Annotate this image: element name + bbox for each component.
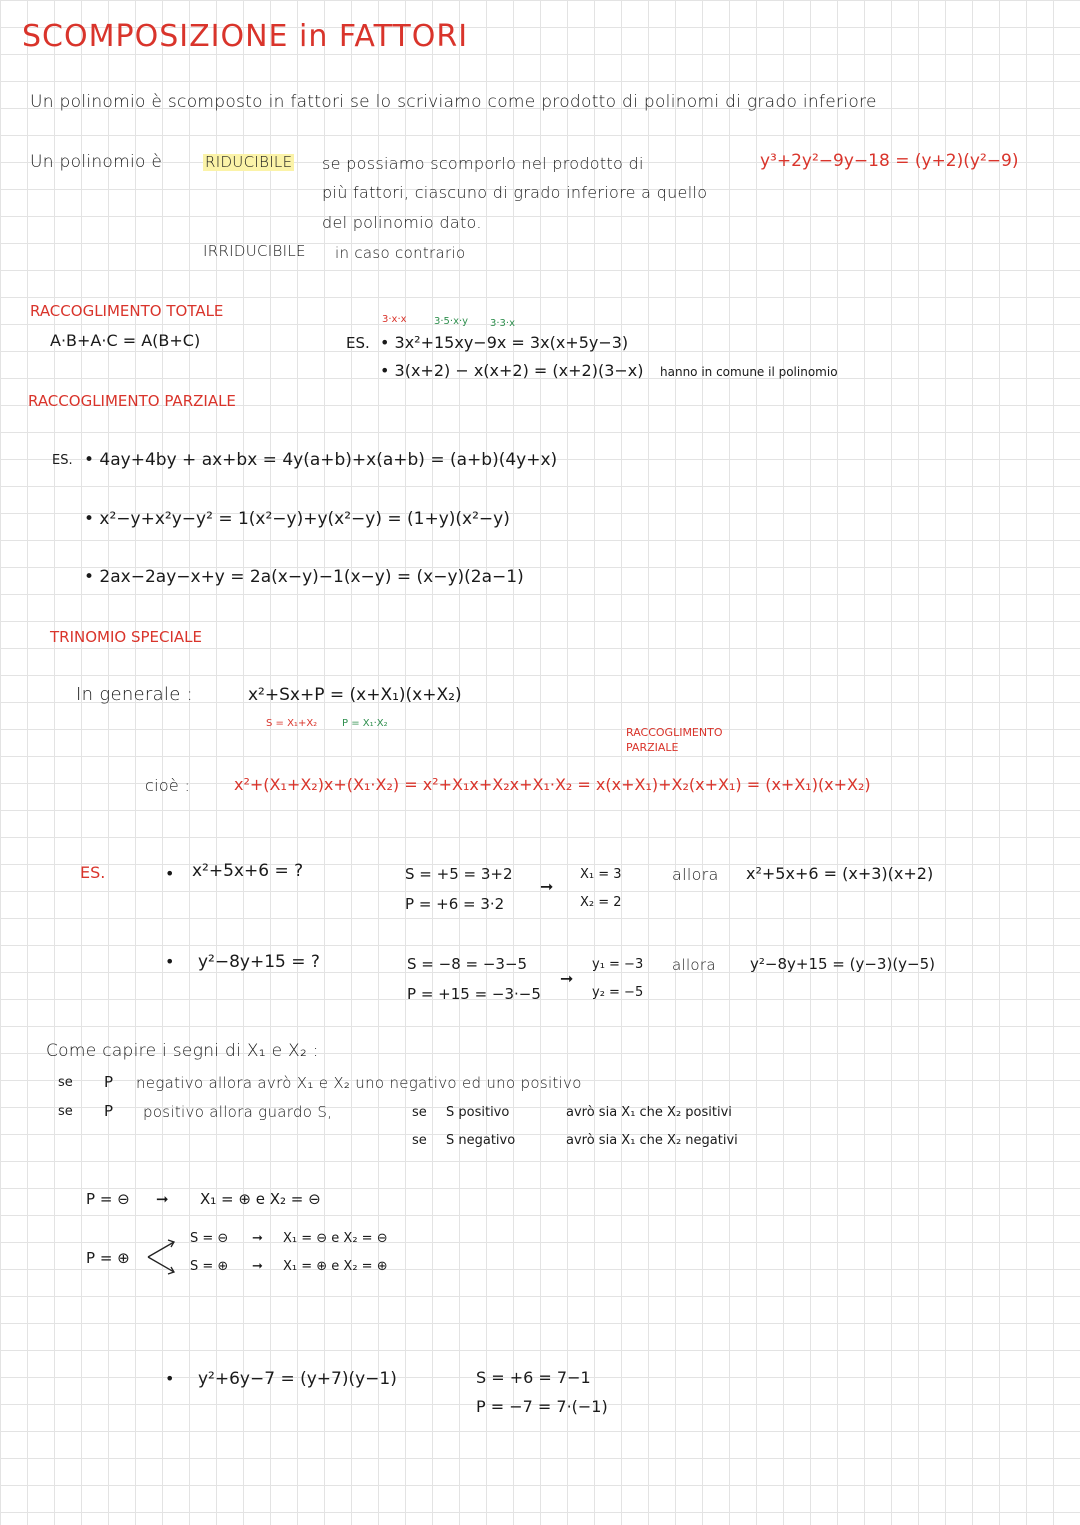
arrow-icon: ➞	[156, 1190, 169, 1208]
es-label-examples: ES.	[80, 863, 106, 882]
arrow-icon: ➞	[252, 1231, 263, 1246]
segni-p-1: P	[104, 1073, 114, 1091]
diagram-2-top: S = ⊖	[190, 1231, 229, 1246]
diagram-2-top-result: X₁ = ⊖ e X₂ = ⊖	[283, 1231, 388, 1246]
segni-se-1: se	[58, 1075, 73, 1090]
definition-line: Un polinomio è scomposto in fattori se lo scriviamo come prodotto di polinomi di grado inferiore	[30, 92, 877, 112]
riducibile-example: y³+2y²−9y−18 = (y+2)(y²−9)	[760, 151, 1019, 171]
segni-rule-2: positivo allora guardo S,	[143, 1103, 333, 1121]
annotation-2: 3·5·x·y	[434, 316, 469, 327]
segni-rule-1: negativo allora avrò X₁ e X₂ uno negativo ed uno positivo	[136, 1074, 582, 1092]
example-1-allora: allora	[672, 865, 719, 884]
example-1-result: x²+5x+6 = (x+3)(x+2)	[746, 864, 934, 883]
example-2-y2: y₂ = −5	[592, 985, 644, 1000]
diagram-1-right: X₁ = ⊕ e X₂ = ⊖	[200, 1190, 321, 1208]
irriducibile-term: IRRIDUCIBILE	[203, 242, 306, 260]
totale-example-2: • 3(x+2) − x(x+2) = (x+2)(3−x)	[380, 361, 644, 380]
irriducibile-text: in caso contrario	[335, 244, 466, 262]
es-label-parziale: ES.	[52, 453, 73, 468]
trinomio-formula: x²+Sx+P = (x+X₁)(x+X₂)	[248, 685, 462, 705]
parziale-example-1: • 4ay+4by + ax+bx = 4y(a+b)+x(a+b) = (a+b)(4y+x)	[84, 450, 558, 470]
example-2-s: S = −8 = −3−5	[407, 955, 528, 973]
riducibile-text-2: più fattori, ciascuno di grado inferiore a quello	[322, 183, 708, 202]
annotation-3: 3·3·x	[490, 318, 515, 329]
diagram-2-left: P = ⊕	[86, 1249, 130, 1267]
segni-heading: Come capire i segni di X₁ e X₂ :	[46, 1041, 319, 1061]
raccoglimento-totale-formula: A·B+A·C = A(B+C)	[50, 331, 201, 350]
segni-p-2: P	[104, 1102, 114, 1120]
example-2-y1: y₁ = −3	[592, 957, 644, 972]
trinomio-heading: TRINOMIO SPECIALE	[50, 628, 203, 646]
example-1-s: S = +5 = 3+2	[405, 865, 513, 883]
example-2-p: P = +15 = −3·−5	[407, 985, 541, 1003]
riducibile-prefix: Un polinomio è	[30, 152, 163, 172]
parziale-example-3: • 2ax−2ay−x+y = 2a(x−y)−1(x−y) = (x−y)(2a−1)	[84, 567, 524, 587]
diagram-2-bottom-result: X₁ = ⊕ e X₂ = ⊕	[283, 1259, 388, 1274]
riducibile-text-1: se possiamo scomporlo nel prodotto di	[322, 154, 644, 173]
totale-example-1: • 3x²+15xy−9x = 3x(x+5y−3)	[380, 333, 629, 352]
example-1-x2: X₂ = 2	[580, 895, 622, 910]
page-title: SCOMPOSIZIONE in FATTORI	[22, 19, 469, 54]
annotation-1: 3·x·x	[382, 314, 407, 325]
segni-s-positivo: S positivo	[446, 1105, 510, 1120]
arrow-icon: ➞	[560, 969, 574, 988]
raccoglimento-parziale-heading: RACCOGLIMENTO PARZIALE	[28, 392, 236, 410]
arrow-icon: ➞	[540, 877, 554, 896]
example-2-result: y²−8y+15 = (y−3)(y−5)	[750, 955, 936, 973]
example-2-allora: allora	[672, 956, 716, 974]
last-example-s: S = +6 = 7−1	[476, 1368, 591, 1387]
last-example-equation: y²+6y−7 = (y+7)(y−1)	[198, 1369, 397, 1389]
raccoglimento-note: RACCOGLIMENTO PARZIALE	[626, 726, 723, 754]
branch-arrows-icon	[146, 1236, 176, 1278]
segni-s-negativo: S negativo	[446, 1133, 516, 1148]
es-label-totale: ES.	[346, 334, 370, 352]
trinomio-expansion: x²+(X₁+X₂)x+(X₁·X₂) = x²+X₁x+X₂x+X₁·X₂ = x(x+X₁)+X₂(x+X₁) = (x+X₁)(x+X₂)	[234, 775, 871, 794]
example-1-p: P = +6 = 3·2	[405, 895, 505, 913]
totale-note: hanno in comune il polinomio	[660, 365, 838, 379]
last-example-p: P = −7 = 7·(−1)	[476, 1397, 608, 1416]
diagram-1-left: P = ⊖	[86, 1190, 130, 1208]
example-1-question: x²+5x+6 = ?	[192, 861, 304, 881]
s-definition: S = X₁+X₂	[266, 718, 318, 729]
riducibile-term: RIDUCIBILE	[205, 153, 293, 171]
segni-rule-3: avrò sia X₁ che X₂ positivi	[566, 1105, 732, 1120]
arrow-icon: ➞	[252, 1259, 263, 1274]
example-1-x1: X₁ = 3	[580, 867, 622, 882]
riducibile-text-3: del polinomio dato.	[322, 213, 482, 232]
segni-se-2: se	[58, 1104, 73, 1119]
segni-se-4: se	[412, 1133, 427, 1148]
cioe-label: cioè :	[145, 776, 191, 795]
raccoglimento-totale-heading: RACCOGLIMENTO TOTALE	[30, 302, 224, 320]
parziale-example-2: • x²−y+x²y−y² = 1(x²−y)+y(x²−y) = (1+y)(x²−y)	[84, 509, 510, 529]
diagram-2-bottom: S = ⊕	[190, 1259, 229, 1274]
p-definition: P = X₁·X₂	[342, 718, 388, 729]
segni-rule-4: avrò sia X₁ che X₂ negativi	[566, 1133, 738, 1148]
segni-se-3: se	[412, 1105, 427, 1120]
example-2-question: y²−8y+15 = ?	[198, 952, 320, 972]
in-generale-label: In generale :	[76, 684, 193, 705]
